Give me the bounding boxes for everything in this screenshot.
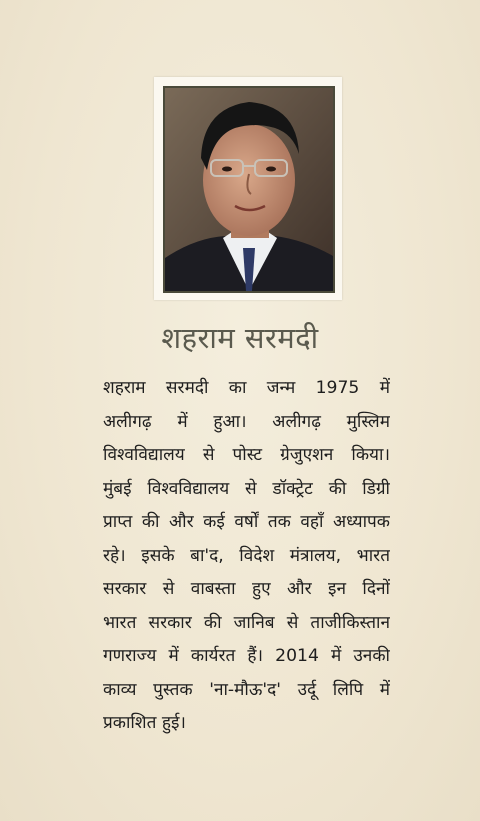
bio-line: शहराम सरमदी का जन्म 1975 में <box>103 378 390 398</box>
bio-line: अलीगढ़ में हुआ। अलीगढ़ मुस्लिम <box>103 411 390 432</box>
bio-line: प्रकाशित हुई। <box>103 713 186 733</box>
author-photo <box>163 86 335 293</box>
bio-line: विश्वविद्यालय से पोस्ट ग्रेजुएशन किया। <box>103 445 390 465</box>
bio-line: भारत सरकार की जानिब से ताजीकिस्तान <box>103 612 390 633</box>
author-bio <box>103 372 390 741</box>
bio-line: मुंबई विश्वविद्यालय से डॉक्ट्रेट की डिग्री <box>103 478 390 499</box>
bio-line: काव्य पुस्तक 'ना-मौऊ'द' उर्दू लिपि में <box>103 679 390 700</box>
author-photo-frame <box>154 77 342 300</box>
author-portrait-image <box>165 88 333 291</box>
author-name: शहराम सरमदी <box>161 321 319 355</box>
bio-line: सरकार से वाबस्ता हुए और इन दिनों <box>103 579 390 599</box>
bio-line: प्राप्त की और कई वर्षों तक वहाँ अध्यापक <box>103 512 390 532</box>
bio-line: रहे। इसके बा'द, विदेश मंत्रालय, भारत <box>103 545 390 566</box>
bio-line: गणराज्य में कार्यरत हैं। 2014 में उनकी <box>103 646 390 666</box>
